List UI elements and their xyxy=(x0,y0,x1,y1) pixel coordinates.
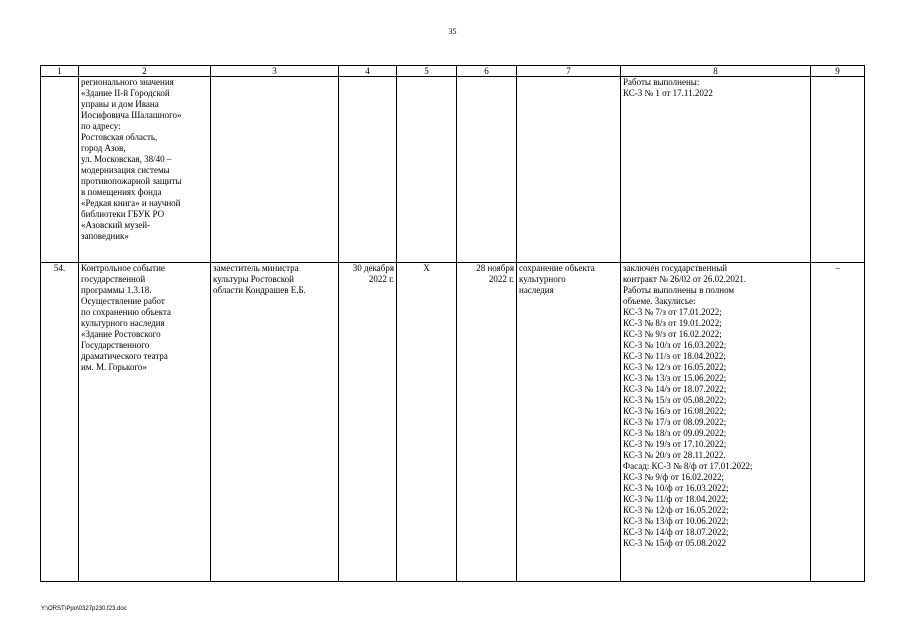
text-line: КС-3 № 13/з от 15.06.2022; xyxy=(623,373,727,383)
text-line: КС-3 № 14/з от 18.07.2022; xyxy=(623,384,727,394)
text-line: Ростовская область, xyxy=(81,132,158,142)
result-cell xyxy=(517,77,621,263)
text-line: наследия xyxy=(519,285,554,295)
text-line: заключен государственный xyxy=(623,263,728,273)
report-table xyxy=(40,65,865,582)
text-line: им. М. Горького» xyxy=(81,362,147,372)
note-cell xyxy=(811,77,865,263)
text-line: Осуществление работ xyxy=(81,296,165,306)
column-header-row xyxy=(41,66,865,77)
column-header: 9 xyxy=(811,66,865,77)
text-line: Работы выполнены: xyxy=(623,77,700,87)
text-line: КС-3 № 9/з от 16.02.2022; xyxy=(623,329,722,339)
actual-date-cell xyxy=(457,77,517,263)
event-description-cell xyxy=(79,263,211,582)
text-line: противопожарной защиты xyxy=(81,176,182,186)
report-cell xyxy=(621,77,811,263)
text-line: ул. Московская, 38/40 – xyxy=(81,154,172,164)
row-number-cell: 54. xyxy=(41,263,79,582)
text-line: регионального значения xyxy=(81,77,174,87)
text-line: КС-3 № 8/з от 19.01.2022; xyxy=(623,318,722,328)
text-line: 2022 г. xyxy=(488,274,514,284)
table-row-continued xyxy=(41,77,865,263)
planned-date-cell xyxy=(339,77,397,263)
note-cell: – xyxy=(811,263,865,582)
text-line: культурного наследия xyxy=(81,318,165,328)
column-header: 7 xyxy=(517,66,621,77)
text-line: модернизация системы xyxy=(81,165,170,175)
text-line: 30 декабря xyxy=(352,263,394,273)
actual-date-cell xyxy=(457,263,517,582)
text-line: Фасад: КС-3 № 8/ф от 17.01.2022; xyxy=(623,461,753,471)
report-cell xyxy=(621,263,811,582)
text-line: государственной xyxy=(81,274,146,284)
text-line: в помещениях фонда xyxy=(81,187,162,197)
text-line: заместитель министра xyxy=(213,263,299,273)
text-line: КС-3 № 11/ф от 18.04.2022; xyxy=(623,494,729,504)
text-line: КС-3 № 7/з от 17.01.2022; xyxy=(623,307,722,317)
text-line: Работы выполнены в полном xyxy=(623,285,735,295)
text-line: КС-3 № 16/з от 16.08.2022; xyxy=(623,406,727,416)
text-line: программы 1.3.18. xyxy=(81,285,152,295)
text-line: 28 ноября xyxy=(476,263,514,273)
text-line: заповедник» xyxy=(81,231,129,241)
text-line: культурного xyxy=(519,274,566,284)
text-line: город Азов, xyxy=(81,143,126,153)
column-header: 3 xyxy=(211,66,339,77)
column-header: 1 xyxy=(41,66,79,77)
column-header: 2 xyxy=(79,66,211,77)
column-header: 4 xyxy=(339,66,397,77)
text-line: КС-3 № 10/з от 16.03.2022; xyxy=(623,340,727,350)
text-line: КС-3 № 15/ф от 05.08.2022 xyxy=(623,538,727,548)
text-line: КС-3 № 20/з от 28.11.2022. xyxy=(623,450,726,460)
text-line: области Кондрашев Е.Б. xyxy=(213,285,306,295)
text-line: КС-3 № 19/з от 17.10.2022; xyxy=(623,439,727,449)
event-description-cell xyxy=(79,77,211,263)
planned-date-cell xyxy=(339,263,397,582)
text-line: КС-3 № 9/ф от 16.02.2022; xyxy=(623,472,725,482)
text-line: «Редкая книга» и научной xyxy=(81,198,181,208)
marker-cell: Х xyxy=(397,263,457,582)
text-line: КС-3 № 11/з от 18.04.2022; xyxy=(623,351,726,361)
text-line: «Здание Ростовского xyxy=(81,329,161,339)
text-line: КС-3 № 17/з от 08.09.2022; xyxy=(623,417,727,427)
column-header: 8 xyxy=(621,66,811,77)
text-line: КС-3 № 10/ф от 16.03.2022; xyxy=(623,483,729,493)
column-header: 5 xyxy=(397,66,457,77)
text-line: библиотеки ГБУК РО xyxy=(81,209,165,219)
marker-cell xyxy=(397,77,457,263)
text-line: КС-3 № 13/ф от 10.06.2022; xyxy=(623,516,729,526)
text-line: культуры Ростовской xyxy=(213,274,294,284)
text-line: управы и дом Ивана xyxy=(81,99,159,109)
table-row-54 xyxy=(41,263,865,582)
text-line: «Азовский музей- xyxy=(81,220,151,230)
text-line: КС-3 № 18/з от 09.09.2022; xyxy=(623,428,727,438)
text-line: «Здание II-й Городской xyxy=(81,88,170,98)
file-path-footer: Y:\ORST\Ppo\0327p230.f23.doc xyxy=(41,606,127,612)
text-line: КС-3 № 14/ф от 18.07.2022; xyxy=(623,527,729,537)
text-line: контракт № 26/02 от 26.02.2021. xyxy=(623,274,747,284)
text-line: по сохранению объекта xyxy=(81,307,172,317)
text-line: сохранение объекта xyxy=(519,263,595,273)
result-cell xyxy=(517,263,621,582)
text-line: КС-3 № 12/ф от 16.05.2022; xyxy=(623,505,729,515)
page-number: 35 xyxy=(448,27,457,36)
text-line: Иосифовича Шалашного» xyxy=(81,110,182,120)
text-line: объеме. Закулисье: xyxy=(623,296,696,306)
text-line: Контрольное событие xyxy=(81,263,165,273)
text-line: КС-3 № 15/з от 05.08.2022; xyxy=(623,395,727,405)
text-line: по адресу: xyxy=(81,121,121,131)
text-line: драматического театра xyxy=(81,351,168,361)
responsible-cell xyxy=(211,77,339,263)
row-number-cell xyxy=(41,77,79,263)
text-line: КС-3 № 12/з от 16.05.2022; xyxy=(623,362,727,372)
text-line: 2022 г. xyxy=(368,274,394,284)
responsible-cell xyxy=(211,263,339,582)
text-line: КС-3 № 1 от 17.11.2022 xyxy=(623,88,713,98)
column-header: 6 xyxy=(457,66,517,77)
text-line: Государственного xyxy=(81,340,150,350)
